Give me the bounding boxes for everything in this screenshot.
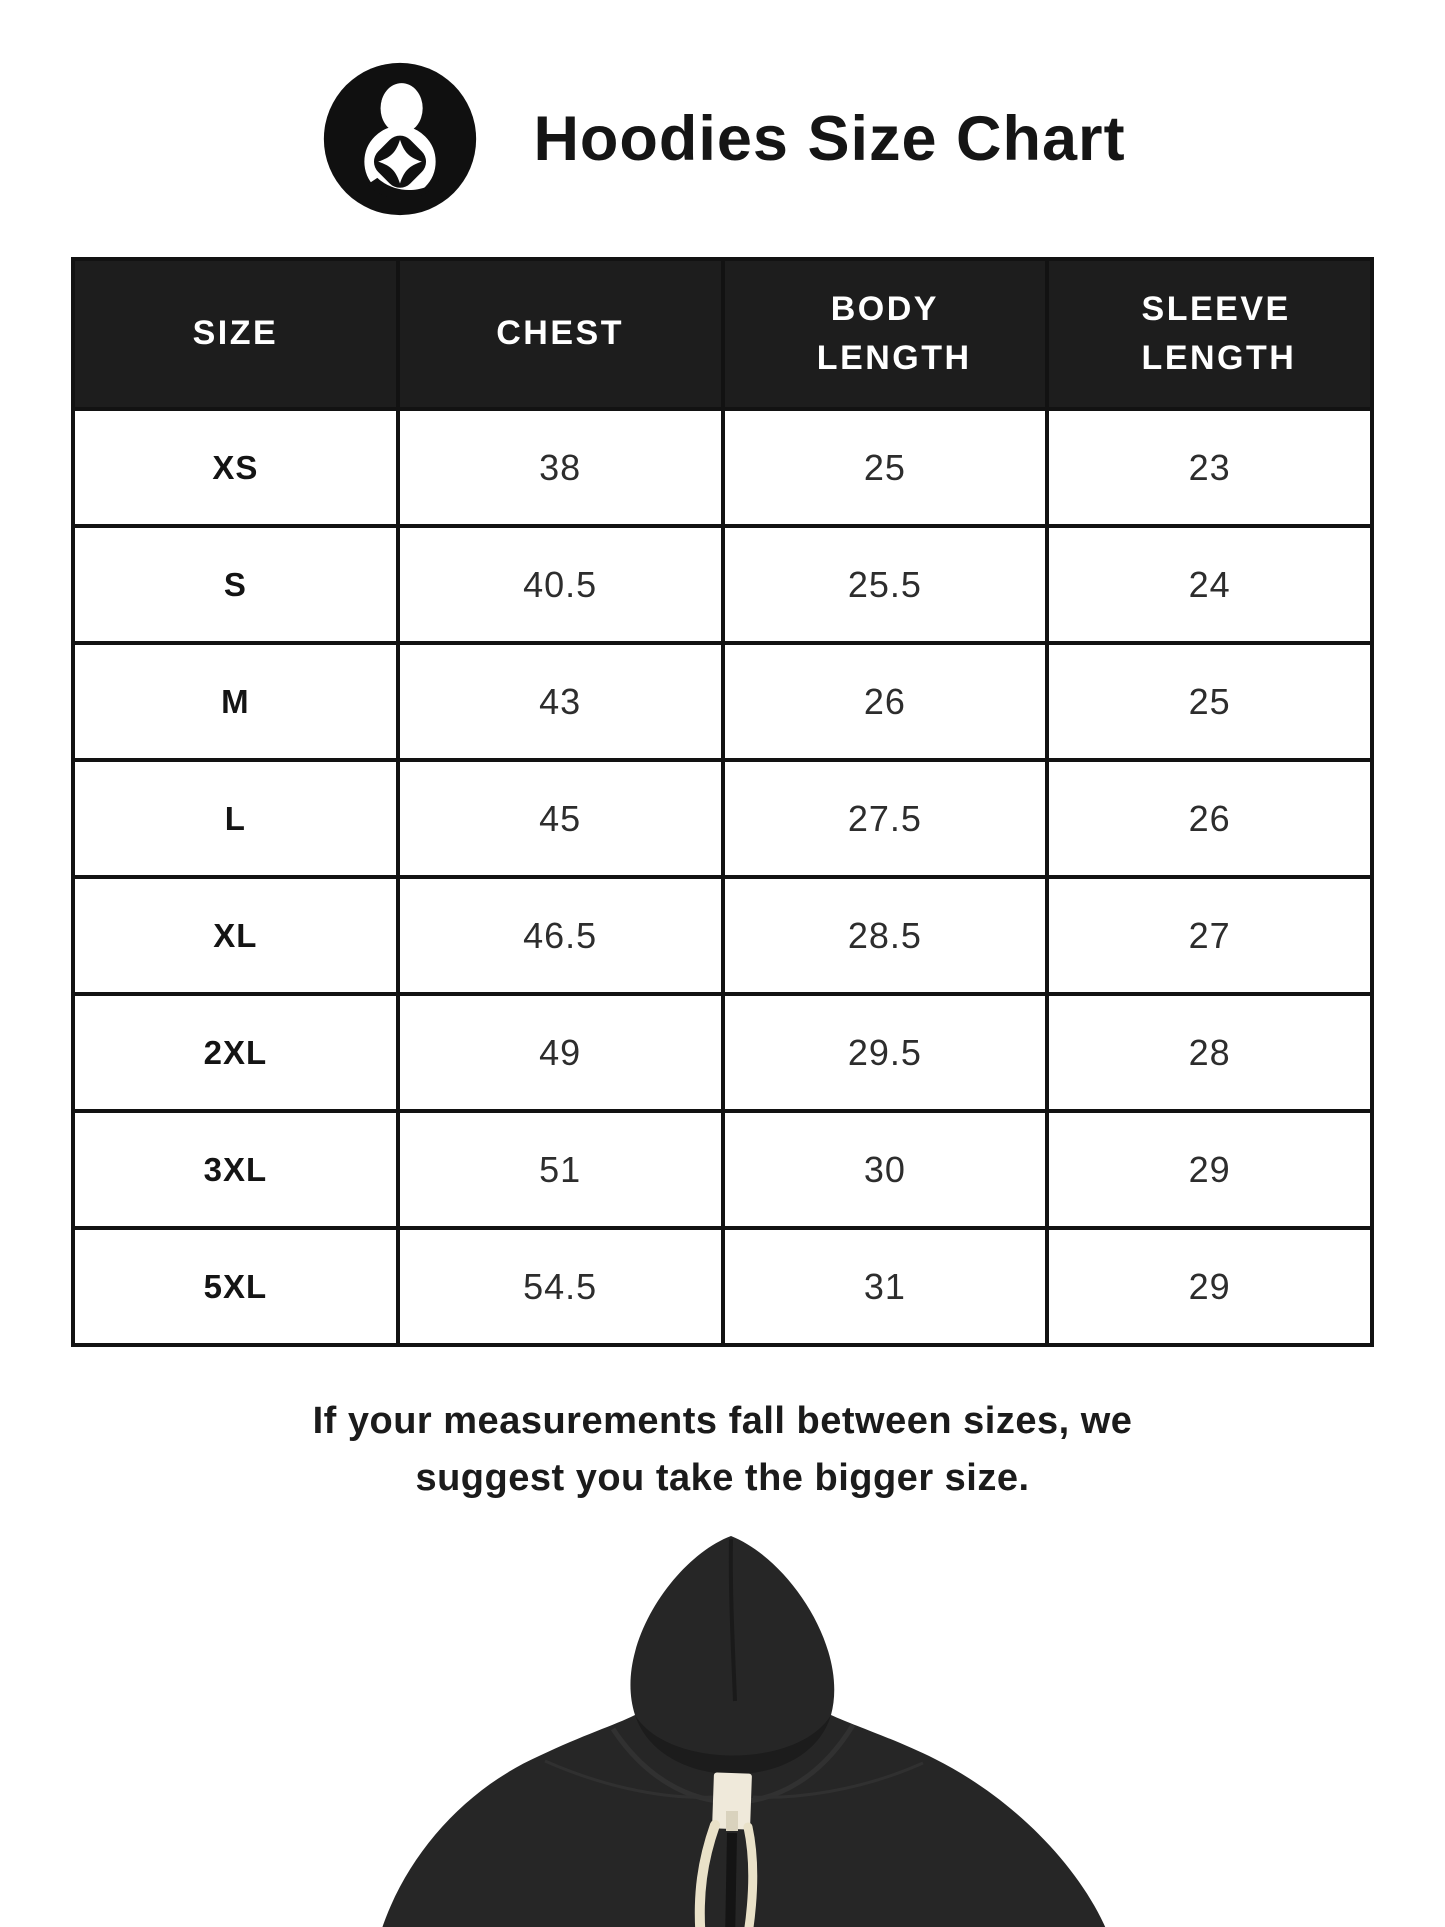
- size-label: 2XL: [73, 994, 398, 1111]
- size-label: S: [73, 526, 398, 643]
- sleeve-length-value: 27: [1047, 877, 1372, 994]
- chest-value: 38: [398, 409, 723, 526]
- body-length-value: 31: [723, 1228, 1048, 1345]
- table-row-m: [73, 643, 1372, 760]
- size-label: XL: [73, 877, 398, 994]
- sleeve-length-value: 26: [1047, 760, 1372, 877]
- sleeve-length-value: 23: [1047, 409, 1372, 526]
- size-label: XS: [73, 409, 398, 526]
- sizing-note: [0, 1393, 1445, 1507]
- chest-value: 40.5: [398, 526, 723, 643]
- sleeve-length-value: 29: [1047, 1228, 1372, 1345]
- hoodie-photo: [283, 1529, 1163, 1927]
- body-length-value: 27.5: [723, 760, 1048, 877]
- sleeve-length-value: 28: [1047, 994, 1372, 1111]
- sleeve-length-value: 24: [1047, 526, 1372, 643]
- chest-value: 43: [398, 643, 723, 760]
- header-row: [73, 259, 1372, 409]
- page-title: Hoodies Size Chart: [533, 104, 1126, 174]
- column-header-size: SIZE: [73, 259, 398, 409]
- size-chart-table: [71, 257, 1374, 1347]
- hoodie-illustration: [283, 1529, 1163, 1927]
- table-row-xl: [73, 877, 1372, 994]
- table-row-l: [73, 760, 1372, 877]
- body-length-value: 29.5: [723, 994, 1048, 1111]
- body-length-value: 25: [723, 409, 1048, 526]
- table-row-xs: [73, 409, 1372, 526]
- column-header-body-length: BODY LENGTH: [723, 259, 1048, 409]
- brand-header: [0, 0, 1445, 220]
- size-label: 5XL: [73, 1228, 398, 1345]
- chest-value: 51: [398, 1111, 723, 1228]
- table-header: [73, 259, 1372, 409]
- size-label: 3XL: [73, 1111, 398, 1228]
- sleeve-length-value: 25: [1047, 643, 1372, 760]
- body-length-value: 26: [723, 643, 1048, 760]
- sizing-note-line2: suggest you take the bigger size.: [415, 1457, 1030, 1499]
- table-row-2xl: [73, 994, 1372, 1111]
- sizing-note-line1: If your measurements fall between sizes, we: [312, 1400, 1133, 1442]
- body-length-value: 25.5: [723, 526, 1048, 643]
- table-body: [73, 409, 1372, 1345]
- body-length-value: 28.5: [723, 877, 1048, 994]
- size-label: M: [73, 643, 398, 760]
- table-row-3xl: [73, 1111, 1372, 1228]
- brand-logo-icon: [319, 58, 481, 220]
- sleeve-length-value: 29: [1047, 1111, 1372, 1228]
- column-header-sleeve-length: SLEEVE LENGTH: [1047, 259, 1372, 409]
- chest-value: 45: [398, 760, 723, 877]
- chest-value: 49: [398, 994, 723, 1111]
- chest-value: 46.5: [398, 877, 723, 994]
- table-row-5xl: [73, 1228, 1372, 1345]
- chest-value: 54.5: [398, 1228, 723, 1345]
- table-row-s: [73, 526, 1372, 643]
- body-length-value: 30: [723, 1111, 1048, 1228]
- column-header-chest: CHEST: [398, 259, 723, 409]
- size-label: L: [73, 760, 398, 877]
